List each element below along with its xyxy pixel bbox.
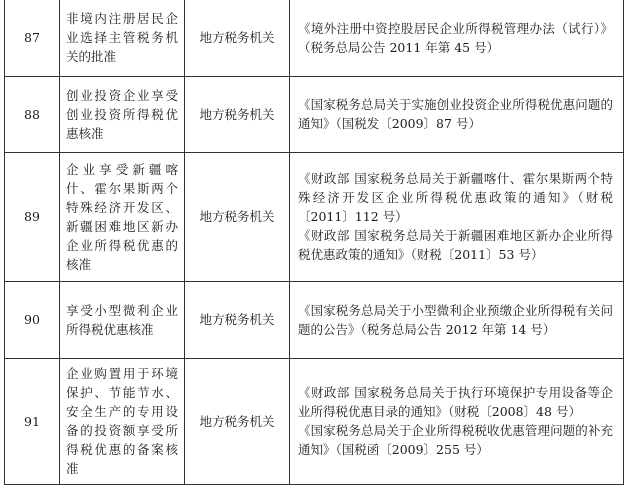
row-number: 91 xyxy=(5,358,60,484)
approval-item: 企业购置用于环境保护、节能节水、安全生产的专用设备的投资额享受所得税优惠的备案核准 xyxy=(60,358,185,484)
tax-approval-table xyxy=(4,0,624,485)
basis-document: 《财政部 国家税务总局关于新疆喀什、霍尔果斯两个特殊经济开发区企业所得税优惠政策的通知》（财税〔2011〕112 号） xyxy=(298,171,613,224)
table-row xyxy=(5,281,624,358)
table-row xyxy=(5,152,624,281)
legal-basis xyxy=(290,281,624,358)
authority: 地方税务机关 xyxy=(185,76,290,152)
basis-document: 《国家税务总局关于企业所得税税收优惠管理问题的补充通知》（国税函〔2009〕255 号） xyxy=(298,423,613,457)
basis-document: 《国家税务总局关于实施创业投资企业所得税优惠问题的通知》（国税发〔2009〕87 号） xyxy=(298,97,613,131)
authority: 地方税务机关 xyxy=(185,358,290,484)
row-number: 90 xyxy=(5,281,60,358)
basis-document: 《财政部 国家税务总局关于新疆困难地区新办企业所得税优惠政策的通知》（财税〔2011〕53 号） xyxy=(298,228,613,262)
authority: 地方税务机关 xyxy=(185,152,290,281)
table-row xyxy=(5,0,624,76)
table-row xyxy=(5,76,624,152)
legal-basis xyxy=(290,0,624,76)
approval-item: 创业投资企业享受创业投资所得税优惠核准 xyxy=(60,76,185,152)
row-number: 88 xyxy=(5,76,60,152)
basis-document: 《财政部 国家税务总局关于执行环境保护专用设备等企业所得税优惠目录的通知》（财税〔2008〕48 号） xyxy=(298,385,613,419)
approval-item: 非境内注册居民企业选择主管税务机关的批准 xyxy=(60,0,185,76)
legal-basis xyxy=(290,358,624,484)
authority: 地方税务机关 xyxy=(185,281,290,358)
authority: 地方税务机关 xyxy=(185,0,290,76)
basis-document: 《境外注册中资控股居民企业所得税管理办法（试行）》（税务总局公告 2011 年第 45 号） xyxy=(298,20,613,55)
approval-item: 企业享受新疆喀什、霍尔果斯两个特殊经济开发区、新疆困难地区新办企业所得税优惠的核准 xyxy=(60,152,185,281)
basis-document: 《国家税务总局关于小型微利企业预缴企业所得税有关问题的公告》（税务总局公告 2012 年第 14 号） xyxy=(298,302,613,337)
approval-item: 享受小型微利企业所得税优惠核准 xyxy=(60,281,185,358)
row-number: 89 xyxy=(5,152,60,281)
legal-basis xyxy=(290,152,624,281)
row-number: 87 xyxy=(5,0,60,76)
table-row xyxy=(5,358,624,484)
legal-basis xyxy=(290,76,624,152)
